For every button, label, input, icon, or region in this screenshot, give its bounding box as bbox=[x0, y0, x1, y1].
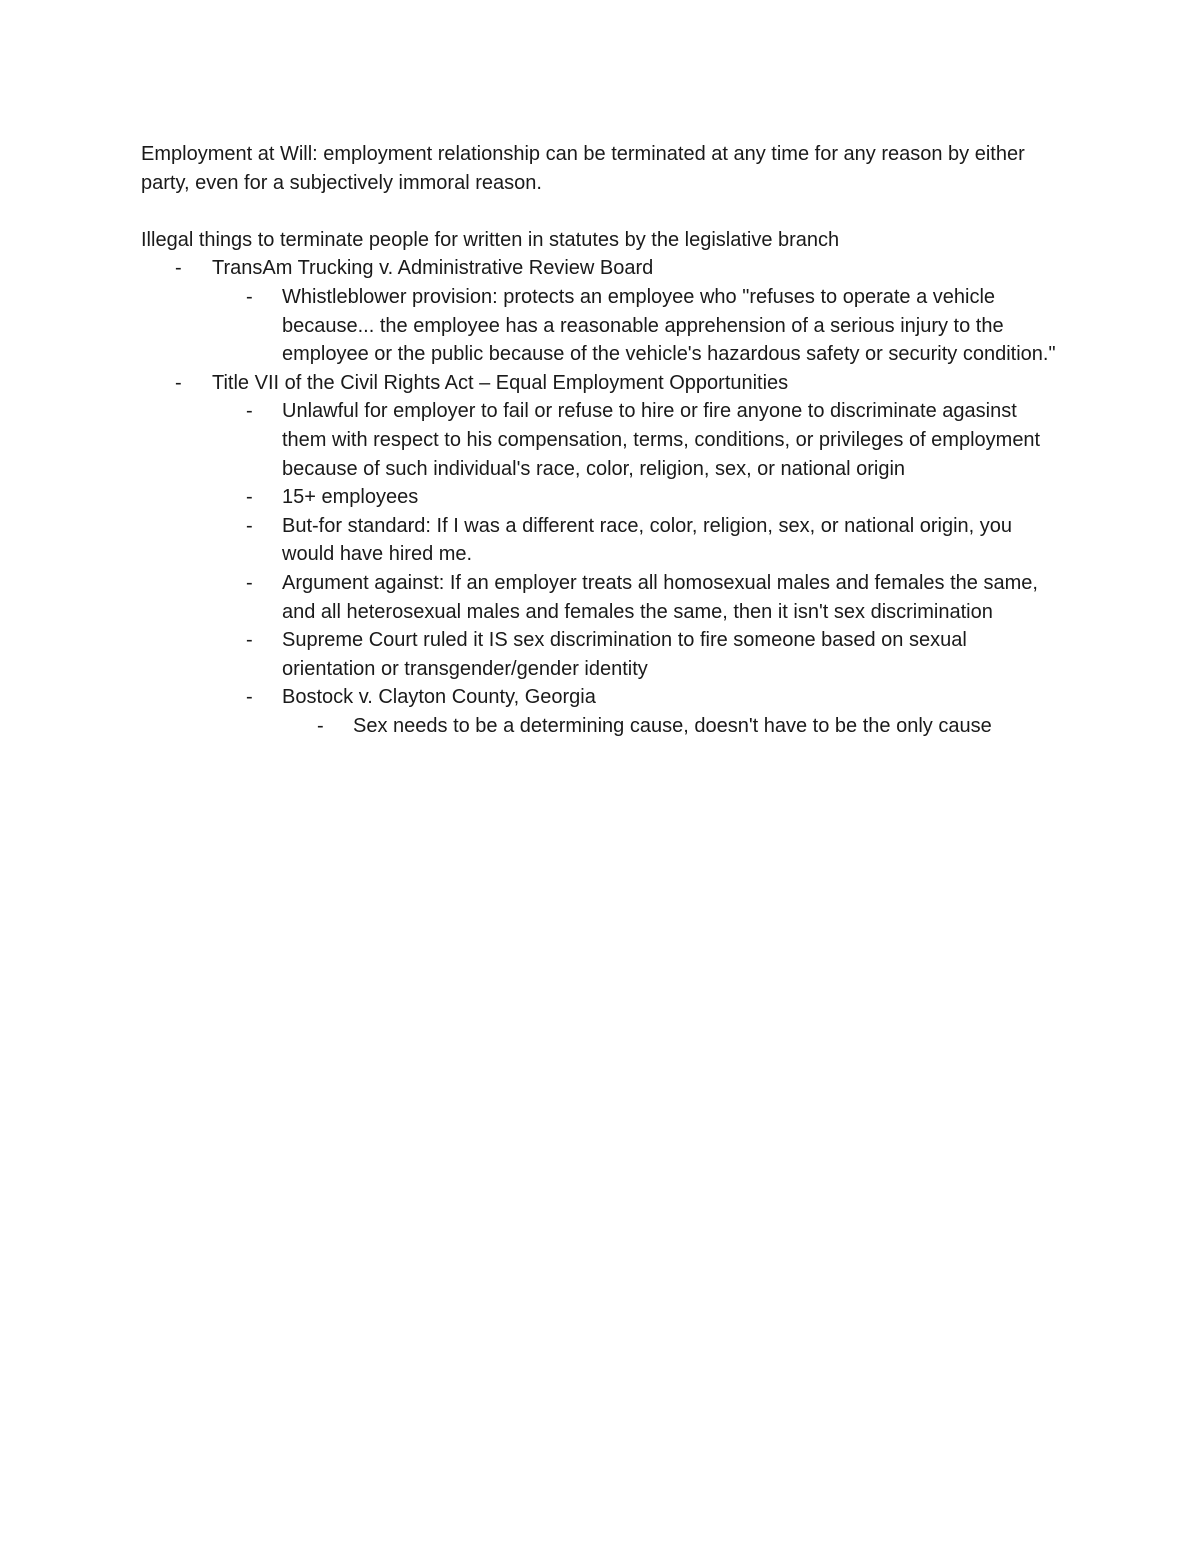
list-item-whistleblower bbox=[246, 283, 1061, 369]
list-item-text: 15+ employees bbox=[282, 486, 419, 509]
list-item-bostock bbox=[246, 683, 1061, 712]
bullet-dash: - bbox=[246, 629, 253, 652]
bullet-dash: - bbox=[175, 371, 182, 394]
list-item-determining-cause bbox=[317, 712, 1061, 741]
list-item-text: Unlawful for employer to fail or refuse to hire or fire anyone to discriminate agasinst them with respect to his compensation, terms, conditions, or privileges of employment because of such individual's race, color, religion, sex, or national origin bbox=[282, 400, 1041, 480]
list-item-text: Sex needs to be a determining cause, doesn't have to be the only cause bbox=[353, 714, 992, 737]
list-item-text: But-for standard: If I was a different race, color, religion, sex, or national origin, you would have hired me. bbox=[282, 514, 1013, 566]
list-item-text: Bostock v. Clayton County, Georgia bbox=[282, 686, 596, 709]
bullet-dash: - bbox=[175, 257, 182, 280]
paragraph-spacer bbox=[141, 197, 1061, 226]
bullet-dash: - bbox=[246, 400, 253, 423]
list-item-text: Title VII of the Civil Rights Act – Equal Employment Opportunities bbox=[212, 371, 789, 394]
bullet-dash: - bbox=[246, 486, 253, 509]
section-heading: Illegal things to terminate people for written in statutes by the legislative branch bbox=[141, 228, 840, 251]
bullet-dash: - bbox=[246, 571, 253, 594]
list-item-text: TransAm Trucking v. Administrative Review Board bbox=[212, 257, 654, 280]
list-item-but-for bbox=[246, 512, 1061, 569]
bullet-dash: - bbox=[317, 714, 324, 737]
bullet-dash: - bbox=[246, 514, 253, 537]
list-item-transam bbox=[175, 254, 1061, 283]
bullet-dash: - bbox=[246, 686, 253, 709]
list-item-employee-count bbox=[246, 483, 1061, 512]
list-item-unlawful bbox=[246, 397, 1061, 483]
list-item-argument-against bbox=[246, 569, 1061, 626]
intro-paragraph: Employment at Will: employment relationship can be terminated at any time for any reason by either party, even for a subjectively immoral reason. bbox=[141, 143, 1025, 194]
bullet-dash: - bbox=[246, 285, 253, 308]
list-item-supreme-court bbox=[246, 626, 1061, 683]
list-item-title-vii bbox=[175, 369, 1061, 398]
list-item-text: Whistleblower provision: protects an employee who "refuses to operate a vehicle because... the employee has a reasonable apprehension of a serious injury to the employee or the public because of the vehicle's hazardous safety or security condition." bbox=[282, 285, 1056, 366]
list-item-text: Supreme Court ruled it IS sex discrimination to fire someone based on sexual orientation or transgender/gender identity bbox=[282, 629, 967, 680]
document-body bbox=[141, 140, 1061, 740]
list-item-text: Argument against: If an employer treats all homosexual males and females the same, and all heterosexual males and females the same, then it isn't sex discrimination bbox=[282, 571, 1038, 623]
